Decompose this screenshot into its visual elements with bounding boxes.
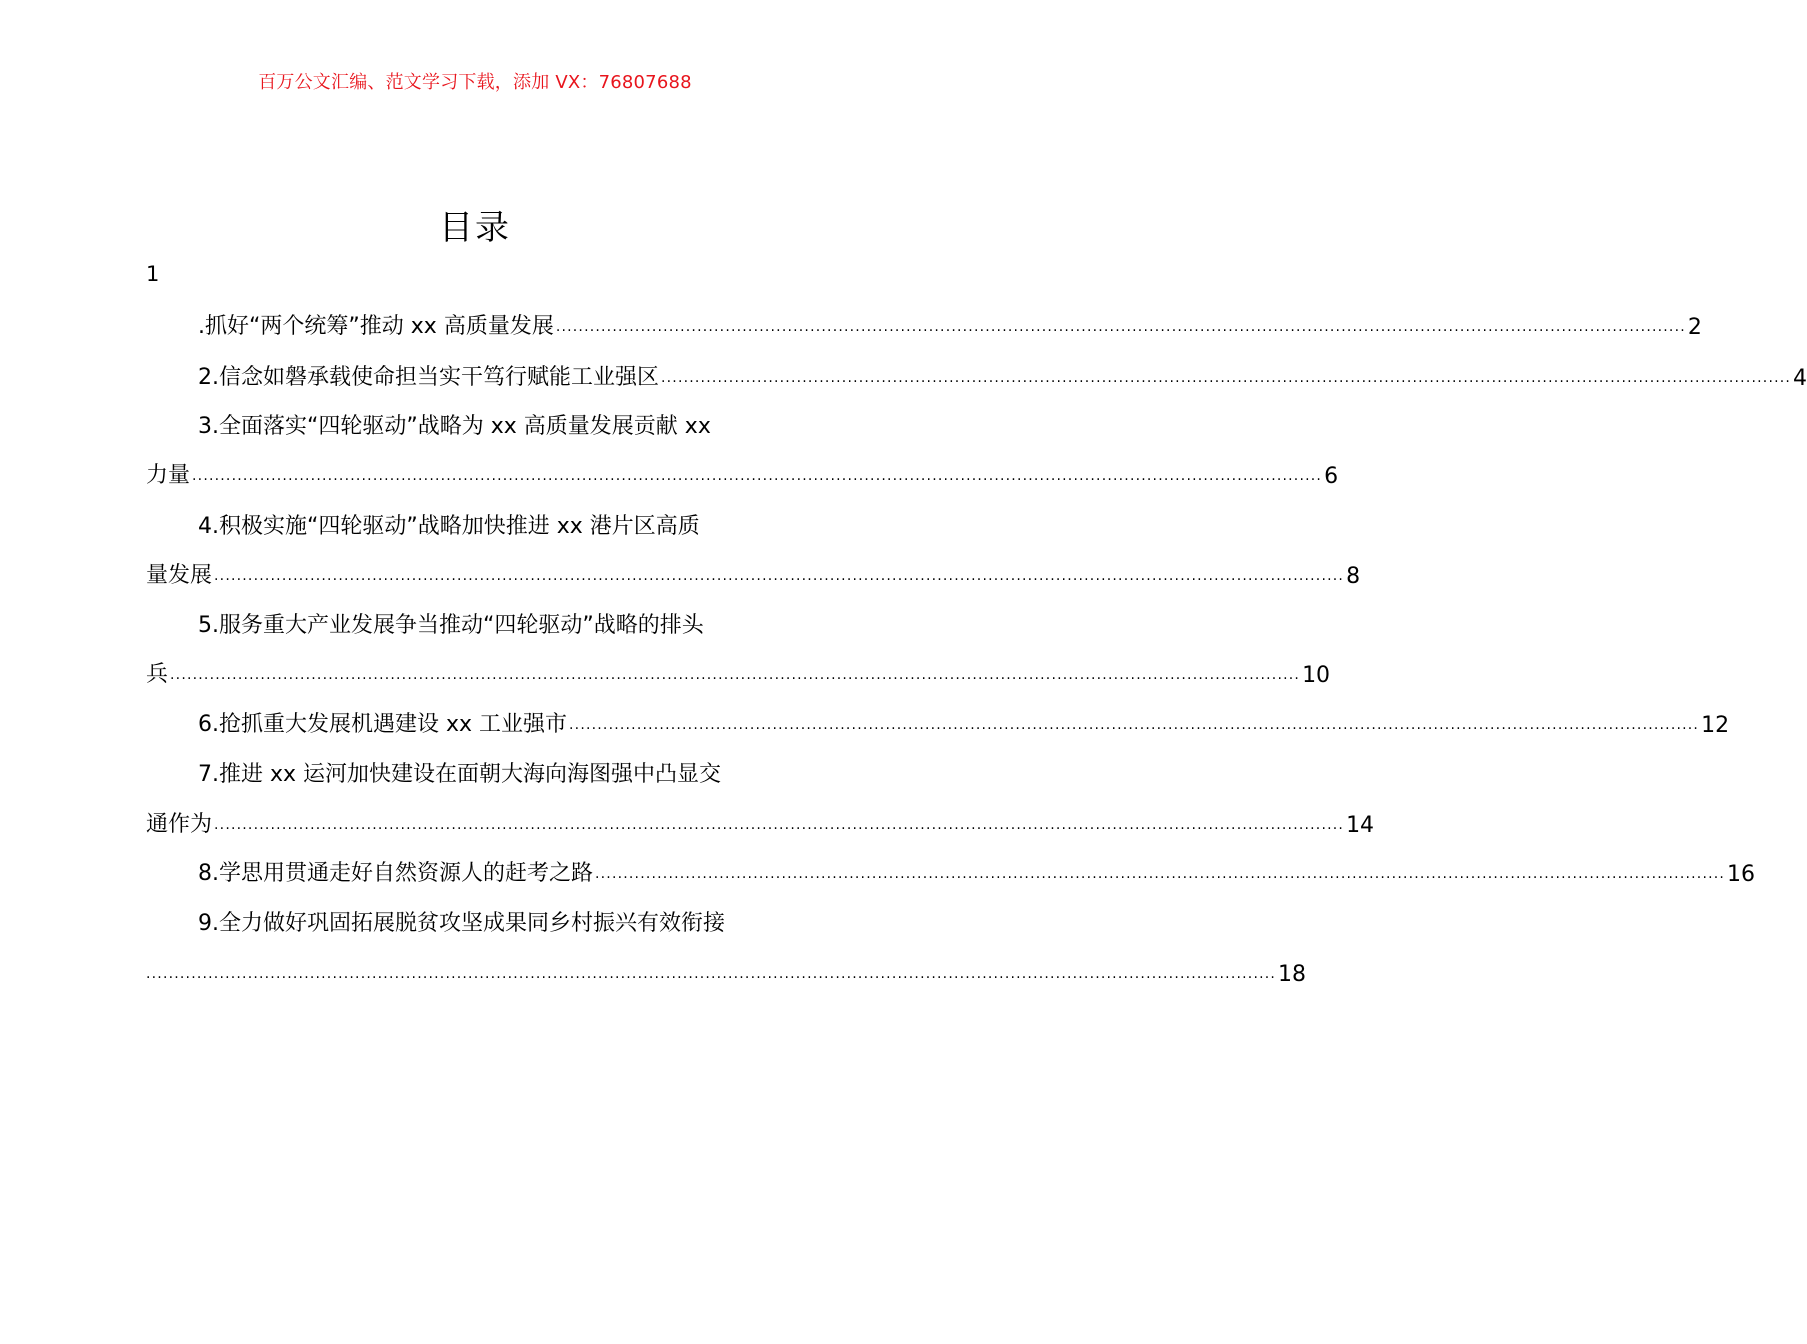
toc-entry-3[interactable] bbox=[198, 406, 806, 440]
page-title: 目录 bbox=[439, 208, 511, 248]
toc-entry-title-continued: 通作为 bbox=[146, 812, 213, 837]
toc-entry-1[interactable] bbox=[198, 306, 1702, 340]
toc-leader-dots: ........................................................................................................................................................................................................ bbox=[661, 370, 1792, 386]
toc-page-number: 4 bbox=[1793, 366, 1807, 391]
toc-entry-7[interactable] bbox=[198, 754, 806, 788]
toc-entry-title: 4.积极实施“四轮驱动”战略加快推进 xx 港片区高质 bbox=[198, 514, 700, 539]
toc-entry-9[interactable] bbox=[198, 903, 806, 937]
toc-entry-title: 6.抢抓重大发展机遇建设 xx 工业强市 bbox=[198, 712, 568, 737]
toc-leader-dots: ........................................................................................................................................................................................................ bbox=[214, 817, 1345, 833]
toc-leader-dots: ........................................................................................................................................................................................................ bbox=[146, 966, 1277, 982]
toc-entry-title-continued: 量发展 bbox=[146, 563, 213, 588]
toc-leader-dots: ........................................................................................................................................................................................................ bbox=[595, 866, 1726, 882]
toc-entry-title: .抓好“两个统筹”推动 xx 高质量发展 bbox=[198, 314, 554, 339]
toc-page-number: 16 bbox=[1727, 862, 1756, 887]
toc-entry-title: 7.推进 xx 运河加快建设在面朝大海向海图强中凸显交 bbox=[198, 762, 722, 787]
toc-page-number: 14 bbox=[1346, 813, 1375, 838]
toc-entry-5-continued[interactable] bbox=[146, 654, 1331, 688]
toc-leader-dots: ........................................................................................................................................................................................................ bbox=[170, 667, 1301, 683]
toc-leader-dots: ........................................................................................................................................................................................................ bbox=[569, 717, 1700, 733]
toc-page-number: 12 bbox=[1701, 713, 1730, 738]
toc-page-number: 10 bbox=[1302, 663, 1331, 688]
toc-entry-title-continued: 兵 bbox=[146, 662, 169, 687]
toc-entry-title: 8.学思用贯通走好自然资源人的赶考之路 bbox=[198, 861, 593, 886]
toc-entry-6[interactable] bbox=[198, 704, 1730, 738]
toc-page-number: 6 bbox=[1324, 464, 1339, 489]
toc-entry-7-continued[interactable] bbox=[146, 804, 1375, 838]
toc-entry-4-continued[interactable] bbox=[146, 555, 1361, 589]
toc-page-number: 8 bbox=[1346, 564, 1361, 589]
toc-entry-9-continued[interactable] bbox=[146, 953, 1307, 987]
toc-entry-title: 2.信念如磐承载使命担当实干笃行赋能工业强区 bbox=[198, 365, 659, 390]
toc-page-number: 2 bbox=[1687, 315, 1702, 340]
toc-entry-title: 5.服务重大产业发展争当推动“四轮驱动”战略的排头 bbox=[198, 613, 704, 638]
toc-leader-dots: ........................................................................................................................................................................................................ bbox=[555, 319, 1686, 335]
stray-number: 1 bbox=[146, 262, 160, 286]
toc-entry-title: 3.全面落实“四轮驱动”战略为 xx 高质量发展贡献 xx bbox=[198, 414, 711, 439]
toc-leader-dots: ........................................................................................................................................................................................................ bbox=[192, 468, 1323, 484]
toc-entry-title: 9.全力做好巩固拓展脱贫攻坚成果同乡村振兴有效衔接 bbox=[198, 911, 725, 936]
toc-entry-5[interactable] bbox=[198, 605, 806, 639]
toc-page-number: 18 bbox=[1278, 962, 1307, 987]
toc-leader-dots: ........................................................................................................................................................................................................ bbox=[214, 568, 1345, 584]
toc-entry-title-continued: 力量 bbox=[146, 463, 191, 488]
toc-entry-4[interactable] bbox=[198, 506, 806, 540]
toc-entry-2[interactable] bbox=[198, 357, 1807, 391]
toc-entry-8[interactable] bbox=[198, 853, 1756, 887]
toc-entry-3-continued[interactable] bbox=[146, 455, 1339, 489]
watermark-header: 百万公文汇编、范文学习下载，添加 VX：76807688 bbox=[258, 72, 692, 93]
